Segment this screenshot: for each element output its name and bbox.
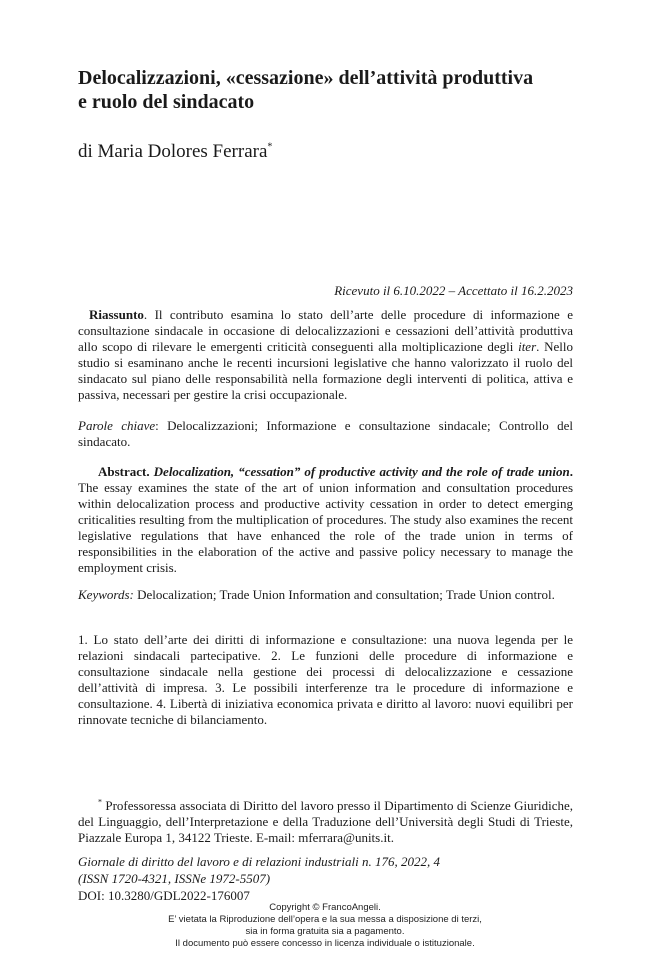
author-footnote — [78, 798, 573, 846]
parole-chiave-label: Parole chiave — [78, 418, 156, 433]
parole-chiave-text: : Delocalizzazioni; Informazione e consultazione sindacale; Controllo del sindacato. — [78, 418, 573, 449]
table-of-contents: 1. Lo stato dell’arte dei diritti di informazione e consultazione: una nuova legenda per le relazioni sindacali partecipative. 2. Le funzioni delle procedure di informazione e consultazione sindacale nella gestione dei processi di delocalizzazione e cessazione dell’attività di impresa. 3. Le possibili interferenze tra le procedure di informazione e consultazione. 4. Libertà di iniziativa economica privata e diritto al lavoro: nuovi equilibri per rinnovate tecniche di bilanciamento. — [78, 632, 573, 727]
abstract-title: Delocalization, “cessation” of productive activity and the role of trade union — [149, 464, 570, 479]
journal-line-1: Giornale di diritto del lavoro e di relazioni industriali n. 176, 2022, 4 — [78, 854, 440, 869]
abstract-label: Abstract. — [98, 464, 150, 479]
author-line — [78, 140, 272, 164]
copyright-line-1: Copyright © FrancoAngeli. — [269, 902, 381, 913]
keywords-text: Delocalization; Trade Union Information and consultation; Trade Union control. — [133, 587, 555, 602]
received-accepted-dates: Ricevuto il 6.10.2022 – Accettato il 16.2.2023 — [334, 283, 573, 298]
parole-chiave-paragraph — [78, 418, 573, 450]
footnote-mark: * — [98, 797, 102, 807]
abstract-text: The essay examines the state of the art of union information and consultation procedures within delocalization process and productive activity cessation in order to detect emerging criticalities resulting from the multiplication of procedures. The study also examines the recent legislative regulations that have enhanced the role of the trade union in terms of responsibilities in the elaboration of the active and passive policy necessary to manage the employment crisis. — [78, 480, 573, 575]
riassunto-label: Riassunto — [89, 307, 144, 322]
riassunto-text-2: . Nello studio si esaminano anche le recenti incursioni legislative che hanno valorizzato il ruolo del sindacato sul piano delle responsabilità nella formazione degli interventi di politica, attiva e passiva, necessari per gestire la crisi occupazionale. — [78, 339, 573, 402]
riassunto-paragraph — [78, 307, 573, 403]
article-title-line-2: e ruolo del sindacato — [78, 91, 255, 113]
copyright-line-3: sia in forma gratuita sia a pagamento. — [245, 926, 405, 937]
copyright-line-2: E’ vietata la Riproduzione dell’opera e la sua messa a disposizione di terzi, — [168, 914, 482, 925]
journal-citation — [78, 853, 573, 904]
author-footnote-mark: * — [267, 141, 273, 153]
riassunto-iter: iter — [518, 339, 537, 354]
footnote-text: Professoressa associata di Diritto del lavoro presso il Dipartimento di Scienze Giuridiche, del Linguaggio, dell’Interpretazione e della Traduzione dell’Università degli Studi di Trieste, Piazzale Europa 1, 34122 Trieste. E-mail: mferrara@units.it. — [78, 798, 573, 845]
abstract-paragraph — [78, 464, 573, 576]
article-title-line-1: Delocalizzazioni, «cessazione» dell’attività produttiva — [78, 67, 534, 89]
journal-issn: (ISSN 1720-4321, ISSNe 1972-5507) — [78, 871, 271, 886]
article-title — [78, 66, 598, 114]
copyright-line-4: Il documento può essere concesso in licenza individuale o istituzionale. — [175, 938, 475, 949]
keywords-label: Keywords: — [78, 587, 134, 602]
copyright-notice — [0, 902, 650, 950]
journal-doi: DOI: 10.3280/GDL2022-176007 — [78, 888, 250, 903]
abstract-title-end: . — [569, 464, 573, 479]
keywords-paragraph — [78, 587, 573, 603]
author-name: di Maria Dolores Ferrara — [78, 141, 268, 162]
riassunto-text-1: . Il contributo esamina lo stato dell’arte delle procedure di informazione e consultazione sindacale in occasione di delocalizzazioni e cessazioni dell’attività produttiva allo scopo di rilevare le emergenti criticità conseguenti alla moltiplicazione degli — [78, 307, 573, 354]
journal-line-2 — [78, 870, 573, 904]
